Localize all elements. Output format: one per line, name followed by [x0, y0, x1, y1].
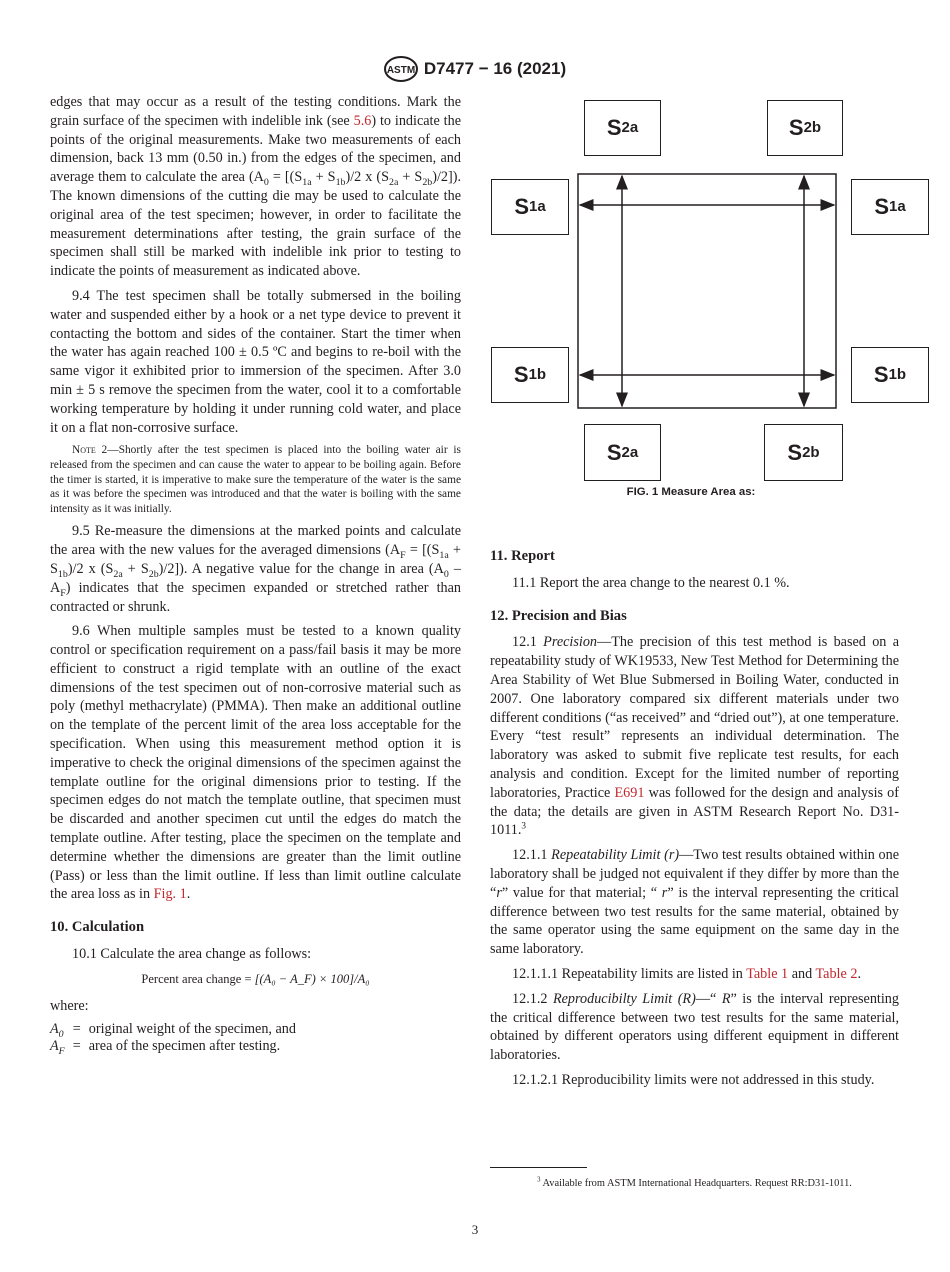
paragraph — [490, 965, 899, 984]
text-run: + S — [311, 169, 336, 186]
text-run: 2a — [389, 177, 399, 189]
text-run: )/2]). A negative value for the change in area (A — [158, 560, 444, 577]
cross-reference-link[interactable]: 5.6 — [353, 112, 372, 129]
text-run: + S — [398, 169, 423, 186]
text-run: 0 — [443, 568, 449, 580]
paragraph — [490, 1071, 899, 1090]
paragraph — [50, 522, 461, 616]
text-run: 1b — [57, 568, 68, 580]
symbol-letter: A — [50, 1021, 59, 1038]
equation-label: Percent area change = — [141, 971, 255, 986]
text-run: )/2 x (S — [345, 169, 389, 186]
text-run: 10. Calculation — [50, 919, 145, 936]
definition-text: original weight of the specimen, and — [88, 1021, 296, 1038]
symbol-subscript: F — [58, 1046, 65, 1058]
text-run: ) indicates that the specimen expanded or stretched rather than contracted or shrunk. — [50, 579, 461, 615]
paragraph — [50, 93, 461, 281]
box-label: S — [513, 362, 529, 387]
text-run: ” value for that material; “ — [501, 884, 662, 901]
paragraph — [490, 633, 899, 840]
text-run: + S — [122, 560, 149, 577]
box-label: S — [874, 194, 889, 219]
box-label: S — [873, 362, 889, 387]
text-run: F — [400, 549, 406, 561]
text-run: Note — [72, 444, 96, 457]
cross-reference-link[interactable]: E691 — [614, 784, 645, 801]
equation-expression: [(A₀ − A_F) × 100]/A₀ — [254, 971, 370, 986]
text-run: edges that may occur as a result of the testing conditions. Mark the grain surface of the specimen with indelible ink (see — [50, 94, 461, 129]
text-run: 9.6 When multiple samples must be tested to a known quality control or specification requirement on a pass/fail basis it may be more efficient to construct a rigid template with an outline of the exact dimensions of the test specimen out of non-corrosive material such as poly (methyl methacrylate) (PMMA). Then make an additional outline on the template of the percent limit of the area loss acceptable for the specification. When using this measurement method option it is imperative to check the original dimensions of the specimen against the template outline for the original dimensions prior to testing. If the specimen edges do not match the template outline, that specimen must be discarded and another specimen cut until the edges do match the template outline. After testing, place the specimen on the template and determine whether the dimensions are greater than the limit outline (Pass) or less than the limit outline. If less than limit outline calculate the area loss as in — [50, 623, 461, 903]
text-run: Precision — [543, 634, 598, 651]
symbol — [50, 1038, 73, 1058]
text-run: 2b — [422, 177, 433, 189]
definitions-table — [50, 1021, 304, 1058]
text-run: . — [857, 965, 861, 982]
text-run: 1b — [335, 177, 346, 189]
figure-1-diagram — [491, 100, 929, 482]
box-label: S — [606, 439, 622, 465]
text-run: = [(S — [268, 169, 303, 186]
footnote-number: 3 — [537, 1176, 541, 1184]
measurement-lines — [491, 100, 929, 482]
box-s2a-top: S 2a — [584, 100, 661, 156]
section-heading — [490, 547, 899, 566]
text-run: Reproducibilty Limit (R) — [552, 990, 696, 1007]
symbol — [50, 1021, 73, 1041]
text-run: 10.1 Calculate the area change as follows: — [72, 946, 312, 963]
section-heading — [490, 607, 899, 626]
text-run: and — [788, 965, 816, 982]
text-run: )/2]). The known dimensions of the cutting die may be used to calculate the original area of the test specimen; however, in order to facilitate the measurement determinations after testing, the grain surface of the specimen shall still be marked with indelible ink prior to testing to indicate the points of measurement as indicated above. — [50, 169, 461, 280]
definition-row — [50, 1038, 304, 1055]
text-run: 12.1.2.1 Reproducibility limits were not addressed in this study. — [512, 1071, 875, 1088]
symbol-subscript: 0 — [58, 1029, 64, 1041]
text-run: 12. Precision and Bias — [490, 607, 627, 624]
box-label: S — [514, 194, 529, 219]
figure-caption: FIG. 1 Measure Area as: — [626, 486, 756, 498]
text-run: 12.1.1.1 Repeatability limits are listed in — [512, 965, 747, 982]
paragraph — [50, 287, 461, 437]
text-run: ” is the interval representing the critical difference between two test results for the same material, obtained by the same operator using the same equipment on the same day in the same laboratory. — [490, 884, 899, 958]
box-s1a-left: S 1a — [491, 179, 569, 235]
left-column — [50, 93, 462, 1058]
paragraph — [490, 846, 899, 959]
text-run: 1a — [439, 549, 449, 561]
section-heading — [50, 918, 461, 937]
text-run: was followed for the design and analysis of the data; the details are given in ASTM Research Report No. D31-1011. — [490, 784, 899, 839]
cross-reference-link[interactable]: Fig. 1 — [153, 886, 187, 903]
text-run: 12.1 — [512, 634, 544, 651]
box-s1a-right: S 1a — [851, 179, 929, 235]
text-run: – A — [50, 560, 462, 596]
text-run: 11.1 Report the area change to the nearest 0.1 %. — [512, 574, 790, 591]
text-run: 9.4 The test specimen shall be totally submersed in the boiling water and suspended either by a hook or a net type device to prevent it contacting the bottom and sides of the container. Start the timer when the water has again reached 100 ± 0.5 ºC and begins to re-boil with the same vigor it exhibited prior to immersion of the specimen. After 3.0 min ± 5 s remove the specimen from the water, cool it to a comfortable working temperature by holding it under running cold water, and place it on a flat non-corrosive surface. — [50, 287, 461, 436]
text-run: —“ — [695, 990, 722, 1007]
note-paragraph — [50, 443, 461, 516]
box-label: S — [788, 115, 804, 140]
text-run: —Two test results obtained within one laboratory shall be judged not equivalent if they differ by more than the “ — [490, 847, 900, 901]
text-run: )/2 x (S — [67, 560, 114, 577]
definition-text: area of the specimen after testing. — [88, 1038, 281, 1055]
cross-reference-link[interactable]: Table 1 — [746, 965, 789, 982]
text-run: 2—Shortly after the test specimen is placed into the boiling water air is released from the specimen and can cause the water to appear to be boiling again. Before the timer is started, it is imperative to make sure the temperature of the water is the same as it was before the specimen was introduced and that the water is boiling with the same intensity as it was initially. — [50, 444, 461, 515]
box-s2b-bottom: S 2b — [764, 424, 843, 481]
text-run: R — [721, 990, 731, 1007]
text-run: ) to indicate the points of the original measurements. Make two measurements of each dimension, back 13 mm (0.50 in.) from the edges of the specimen, and average them to calculate the area (A — [50, 112, 462, 186]
text-run: 9.5 Re-measure the dimensions at the marked points and calculate the area with the new values for the averaged dimensions (A — [50, 523, 461, 559]
box-label: S — [606, 115, 622, 140]
equals: = — [72, 1021, 81, 1038]
text-run: 1a — [302, 177, 312, 189]
box-s2b-top: S 2b — [767, 100, 843, 156]
text-run: Repeatability Limit (r) — [551, 847, 680, 864]
page-number: 3 — [471, 1222, 479, 1237]
box-label: S — [787, 439, 803, 465]
paragraph — [490, 990, 899, 1065]
paragraph — [490, 574, 899, 593]
text-run: —The precision of this test method is based on a repeatability study of WK19533, New Test Method for Determining the Area Stability of Wet Blue Submersed in Boiling Water, conducted in 2007. One laboratory compared six different materials under two different conditions (“as received” and “dried out”), at one temperature. Every “test result” represents an individual determination. The laboratory was asked to submit five replicate test results, for each analysis and condition. Except for the limited number of reporting laboratories, Practice — [490, 634, 900, 801]
where-label: where: — [50, 997, 89, 1014]
right-column — [490, 547, 899, 1096]
text-run: 2a — [113, 568, 123, 580]
footnote-divider — [490, 1167, 587, 1168]
cross-reference-link[interactable]: Table 2 — [815, 965, 858, 982]
page-header — [0, 56, 950, 82]
paragraph — [50, 945, 461, 964]
footnote — [490, 1178, 899, 1189]
text-run: + S — [50, 542, 462, 577]
box-s1b-left: S 1b — [491, 347, 569, 403]
text-run: F — [60, 587, 66, 599]
box-s1b-right: S 1b — [851, 347, 929, 403]
text-run: r — [661, 884, 668, 901]
definition-row — [50, 1021, 304, 1038]
footnote-text: Available from ASTM International Headquarters. Request RR:D31-1011. — [540, 1178, 852, 1189]
symbol-letter: A — [50, 1038, 59, 1055]
text-run: 0 — [263, 177, 269, 189]
svg-text:ASTM: ASTM — [386, 65, 416, 76]
document-id: D7477 − 16 (2021) — [423, 59, 567, 78]
paragraph — [50, 622, 461, 904]
astm-logo — [384, 56, 418, 82]
footnote-ref: 3 — [521, 820, 527, 831]
text-run: ” is the interval representing the critical difference between two test results for the same material, obtained by different operators using different equipment in different laboratories. — [490, 990, 899, 1064]
text-run: 2b — [148, 568, 159, 580]
box-s2a-bottom: S 2a — [584, 424, 661, 481]
equals: = — [72, 1038, 81, 1055]
text-run: = [(S — [405, 542, 440, 559]
text-run: 12.1.1 — [512, 847, 552, 864]
text-run: 12.1.2 — [512, 990, 553, 1007]
equation — [50, 970, 461, 989]
text-run: r — [496, 884, 502, 901]
text-run: 11. Report — [490, 548, 555, 564]
text-run: . — [186, 886, 191, 903]
